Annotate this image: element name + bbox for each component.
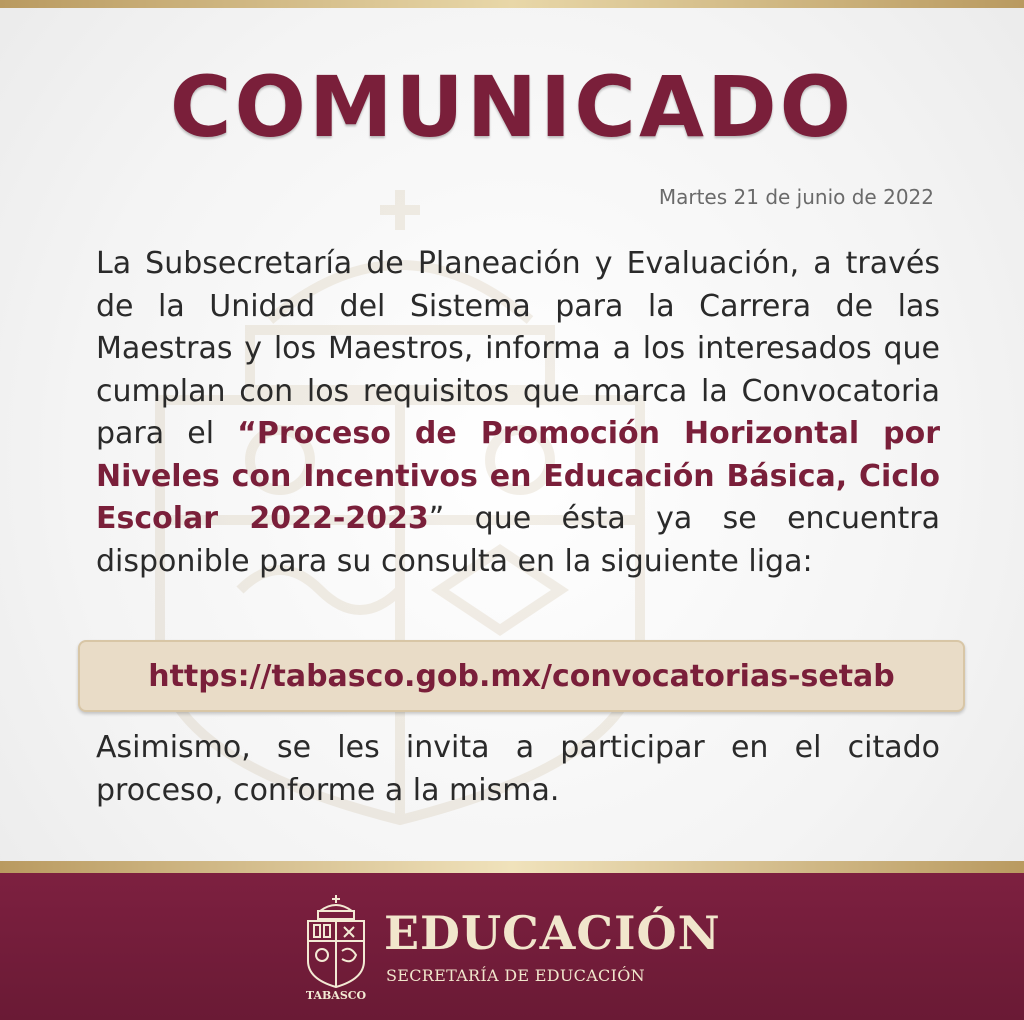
page-title: COMUNICADO: [169, 58, 855, 156]
top-gold-border: [0, 0, 1024, 8]
convocatorias-link[interactable]: https://tabasco.gob.mx/convocatorias-setab: [148, 658, 895, 694]
convocatoria-title: “Proceso de Promoción Horizontal por Niveles con Incentivos en Educación Básica, Ciclo Escolar 2022-2023: [96, 416, 941, 536]
link-box[interactable]: [78, 640, 965, 712]
body-intro: La Subsecretaría de Planeación y Evaluación, a través de la Unidad del Sistema para la Carrera de las Maestras y los Maestros, informa a los interesados que cumplan con los requisitos que marca la Convocatoria para el: [96, 246, 940, 451]
announcement-body: [96, 243, 940, 583]
body-outro: que ésta ya se encuentra disponible para su consulta en la siguiente liga:: [96, 501, 940, 579]
closing-quote: ”: [428, 501, 445, 536]
education-logo-subtitle: SECRETARÍA DE EDUCACIÓN: [386, 966, 645, 985]
seal-label: TABASCO: [305, 989, 367, 1002]
education-logo-title: EDUCACIÓN: [384, 906, 721, 960]
footer-gold-band: [0, 861, 1024, 873]
publication-date: Martes 21 de junio de 2022: [658, 185, 934, 209]
closing-paragraph: Asimismo, se les invita a participar en el citado proceso, conforme a la misma.: [96, 730, 940, 808]
